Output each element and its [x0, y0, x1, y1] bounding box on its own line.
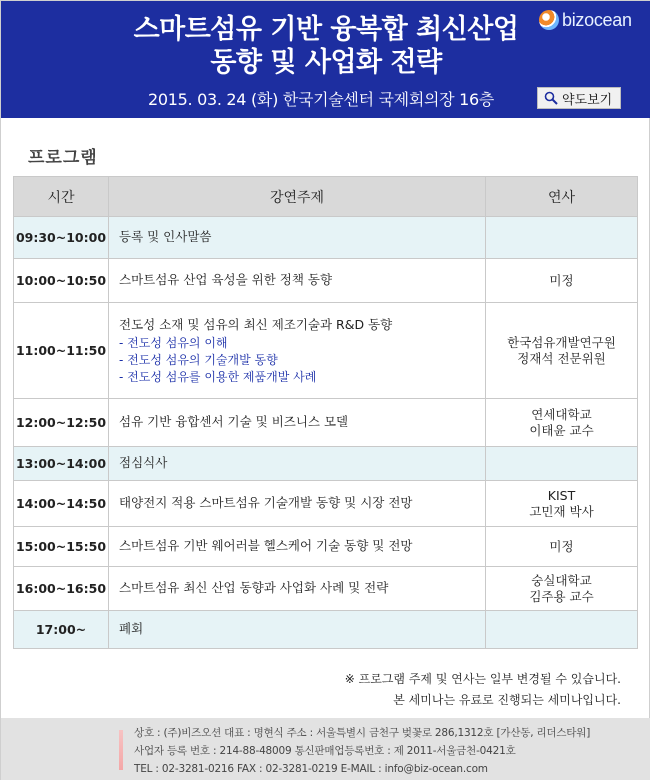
cell-topic — [109, 399, 486, 447]
cell-speaker — [486, 259, 638, 303]
speaker-line: 미정 — [549, 538, 574, 554]
table-row — [14, 399, 638, 447]
cell-speaker — [486, 481, 638, 527]
notes — [221, 669, 621, 711]
map-button[interactable] — [537, 87, 621, 109]
speaker-line: 연세대학교 — [531, 406, 592, 422]
speaker-line: KIST — [547, 487, 576, 503]
topic-subitem: - 전도성 섬유를 이용한 제품개발 사례 — [119, 369, 317, 384]
program-table — [13, 176, 638, 649]
header-topic: 강연주제 — [109, 177, 486, 217]
topic-title: 전도성 소재 및 섬유의 최신 제조기술과 R&D 동향 — [119, 316, 393, 332]
footer-registration: 사업자 등록 번호 : 214-88-48009 통신판매업등록번호 : 제 2011-서울금천-0421호 — [134, 745, 516, 757]
cell-topic — [109, 567, 486, 611]
speaker-line: 한국섬유개발연구원 — [507, 334, 616, 350]
cell-speaker — [486, 611, 638, 649]
event-date-venue: 2015. 03. 24 (화) 한국기술센터 국제회의장 16층 — [148, 90, 494, 109]
footer-company: 상호 : (주)비즈오션 대표 : 명현식 주소 : 서울특별시 금천구 벚꽃로 286,1312호 [가산동, 리더스타워] — [134, 727, 591, 739]
section-title: 프로그램 — [28, 148, 98, 168]
footer — [1, 718, 650, 780]
speaker-line: 김주용 교수 — [529, 588, 594, 604]
cell-topic — [109, 303, 486, 399]
cell-topic — [109, 259, 486, 303]
cell-topic — [109, 527, 486, 567]
title-line-1: 스마트섬유 기반 융복합 최신산업 — [133, 14, 519, 45]
cell-topic — [109, 481, 486, 527]
cell-time: 15:00~15:50 — [14, 527, 109, 567]
cell-time: 14:00~14:50 — [14, 481, 109, 527]
cell-speaker — [486, 399, 638, 447]
cell-time: 09:30~10:00 — [14, 217, 109, 259]
footer-contact: TEL : 02-3281-0216 FAX : 02-3281-0219 E-MAIL : info@biz-ocean.com — [134, 763, 488, 775]
table-row — [14, 481, 638, 527]
cell-time: 16:00~16:50 — [14, 567, 109, 611]
cell-speaker — [486, 447, 638, 481]
table-row — [14, 259, 638, 303]
map-button-label: 약도보기 — [562, 92, 613, 108]
table-row — [14, 447, 638, 481]
topic-title: 폐회 — [119, 621, 144, 636]
topic-title: 스마트섬유 최신 산업 동향과 사업화 사례 및 전략 — [119, 580, 389, 595]
bizocean-logo — [539, 9, 643, 31]
cell-speaker — [486, 567, 638, 611]
header-speaker: 연사 — [486, 177, 638, 217]
cell-time: 12:00~12:50 — [14, 399, 109, 447]
speaker-line: 고민재 박사 — [529, 503, 594, 519]
speaker-line: 이태윤 교수 — [529, 422, 594, 438]
cell-speaker — [486, 527, 638, 567]
table-row — [14, 527, 638, 567]
topic-title: 스마트섬유 산업 육성을 위한 정책 동향 — [119, 272, 333, 287]
cell-time: 17:00~ — [14, 611, 109, 649]
logo-icon — [539, 10, 559, 30]
speaker-line: 숭실대학교 — [531, 572, 592, 588]
speaker-line: 정재석 전문위원 — [517, 350, 606, 366]
cell-speaker — [486, 303, 638, 399]
search-icon — [544, 91, 558, 105]
table-row — [14, 611, 638, 649]
cell-topic — [109, 611, 486, 649]
footer-accent — [119, 730, 123, 770]
table-row — [14, 217, 638, 259]
footer-info — [134, 724, 590, 778]
topic-title: 섬유 기반 융합센서 기술 및 비즈니스 모델 — [119, 414, 349, 429]
table-row — [14, 303, 638, 399]
cell-time: 11:00~11:50 — [14, 303, 109, 399]
topic-title: 태양전지 적용 스마트섬유 기술개발 동향 및 시장 전망 — [119, 495, 413, 510]
cell-time: 13:00~14:00 — [14, 447, 109, 481]
topic-title: 스마트섬유 기반 웨어러블 헬스케어 기술 동향 및 전망 — [119, 538, 413, 553]
table-header-row — [14, 177, 638, 217]
cell-time: 10:00~10:50 — [14, 259, 109, 303]
note-paid: 본 세미나는 유료로 진행되는 세미나입니다. — [393, 693, 621, 707]
topic-subitem: - 전도성 섬유의 이해 — [119, 335, 228, 350]
speaker-line: 미정 — [549, 272, 574, 288]
topic-title: 점심식사 — [119, 455, 168, 470]
header-time: 시간 — [14, 177, 109, 217]
topic-subitem: - 전도성 섬유의 기술개발 동향 — [119, 352, 278, 367]
table-row — [14, 567, 638, 611]
title-line-2: 동향 및 사업화 전략 — [210, 47, 442, 78]
header-banner — [1, 1, 650, 118]
note-change: ※ 프로그램 주제 및 연사는 일부 변경될 수 있습니다. — [344, 672, 621, 686]
cell-topic — [109, 447, 486, 481]
topic-title: 등록 및 인사말씀 — [119, 229, 212, 244]
logo-text: bizocean — [562, 9, 632, 30]
cell-speaker — [486, 217, 638, 259]
cell-topic — [109, 217, 486, 259]
